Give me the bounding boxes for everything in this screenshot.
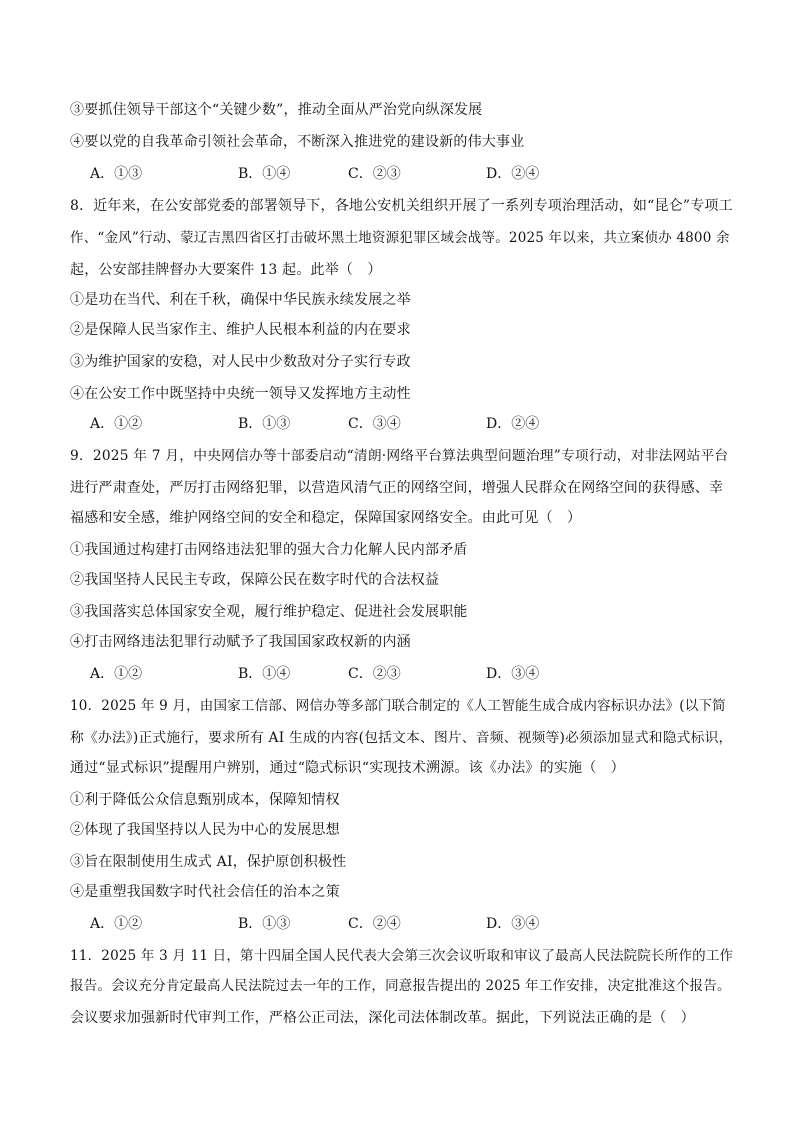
q8-stem-line-3: 起，公安部挂牌督办大要案件 13 起。此举（ ） <box>70 262 382 278</box>
q8-choice-c[interactable]: C．③④ <box>348 416 401 432</box>
q9-choice-a[interactable]: A．①② <box>90 666 143 682</box>
q10-choice-b[interactable]: B．①③ <box>238 916 291 932</box>
q9-choice-b[interactable]: B．①④ <box>238 666 291 682</box>
q10-option-2: ②体现了我国坚持以人民为中心的发展思想 <box>70 822 340 838</box>
q10-stem-line-2: 称《办法》)正式施行，要求所有 AI 生成的内容(包括文本、图片、音频、视频等)必须添加显式和隐式标识， <box>70 730 733 746</box>
q7-choice-d[interactable]: D．②④ <box>486 166 540 182</box>
q9-option-2: ②我国坚持人民民主专政，保障公民在数字时代的合法权益 <box>70 572 440 588</box>
q9-choice-c[interactable]: C．②③ <box>348 666 401 682</box>
q10-option-3: ③旨在限制使用生成式 AI，保护原创积极性 <box>70 854 347 870</box>
q9-option-3: ③我国落实总体国家安全观，履行维护稳定、促进社会发展职能 <box>70 604 468 620</box>
q7-choice-b[interactable]: B．①④ <box>238 166 291 182</box>
q10-stem-line-1: 10．2025 年 9 月，由国家工信部、网信办等多部门联合制定的《人工智能生成合成内容标识办法》(以下简 <box>70 698 726 714</box>
q8-option-1: ①是功在当代、利在千秋，确保中华民族永续发展之举 <box>70 292 411 308</box>
q7-choice-c[interactable]: C．②③ <box>348 166 401 182</box>
q7-option-4: ④要以党的自我革命引领社会革命，不断深入推进党的建设新的伟大事业 <box>70 134 525 150</box>
q8-stem-line-2: 作、“金风”行动、蒙辽吉黑四省区打击破坏黑土地资源犯罪区域会战等。2025 年以来，共立案侦办 4800 余 <box>70 230 730 246</box>
q8-option-3: ③为维护国家的安稳，对人民中少数敌对分子实行专政 <box>70 354 411 370</box>
q10-option-4: ④是重塑我国数字时代社会信任的治本之策 <box>70 884 340 900</box>
q8-option-2: ②是保障人民当家作主、维护人民根本利益的内在要求 <box>70 322 411 338</box>
q10-choice-d[interactable]: D．③④ <box>486 916 540 932</box>
q9-stem-line-3: 福感和安全感，维护网络空间的安全和稳定，保障国家网络安全。由此可见（ ） <box>70 510 582 526</box>
q9-option-4: ④打击网络违法犯罪行动赋予了我国国家政权新的内涵 <box>70 634 411 650</box>
q8-option-4: ④在公安工作中既坚持中央统一领导又发挥地方主动性 <box>70 386 411 402</box>
q7-option-3: ③要抓住领导干部这个“关键少数”，推动全面从严治党向纵深发展 <box>70 102 483 118</box>
q10-stem-line-3: 通过“显式标识”提醒用户辨别，通过“隐式标识“实现技术溯源。该《办法》的实施（ ） <box>70 760 625 776</box>
q11-stem-line-2: 报告。会议充分肯定最高人民法院过去一年的工作，同意报告提出的 2025 年工作安排，决定批准这个报告。 <box>70 978 731 994</box>
q9-stem-line-2: 进行严肃查处，严厉打击网络犯罪，以营造风清气正的网络空间，增强人民群众在网络空间的获得感、幸 <box>70 480 724 496</box>
q9-stem-line-1: 9．2025 年 7 月，中央网信办等十部委启动“清朗·网络平台算法典型问题治理”专项行动，对非法网站平台 <box>70 448 729 464</box>
q8-choice-b[interactable]: B．①③ <box>238 416 291 432</box>
q10-choice-a[interactable]: A．①② <box>90 916 143 932</box>
q8-choice-a[interactable]: A．①② <box>90 416 143 432</box>
q8-stem-line-1: 8．近年来，在公安部党委的部署领导下，各地公安机关组织开展了一系列专项治理活动，如“昆仑”专项工 <box>70 198 733 214</box>
q11-stem-line-1: 11．2025 年 3 月 11 日，第十四届全国人民代表大会第三次会议听取和审议了最高人民法院院长所作的工作 <box>70 948 734 964</box>
q10-choice-c[interactable]: C．②④ <box>348 916 401 932</box>
q7-choice-a[interactable]: A．①③ <box>90 166 143 182</box>
q8-choice-d[interactable]: D．②④ <box>486 416 540 432</box>
q9-option-1: ①我国通过构建打击网络违法犯罪的强大合力化解人民内部矛盾 <box>70 542 468 558</box>
q9-choice-d[interactable]: D．③④ <box>486 666 540 682</box>
q11-stem-line-3: 会议要求加强新时代审判工作，严格公正司法，深化司法体制改革。据此，下列说法正确的是（ ） <box>70 1010 695 1026</box>
q10-option-1: ①利于降低公众信息甄别成本，保障知情权 <box>70 792 340 808</box>
